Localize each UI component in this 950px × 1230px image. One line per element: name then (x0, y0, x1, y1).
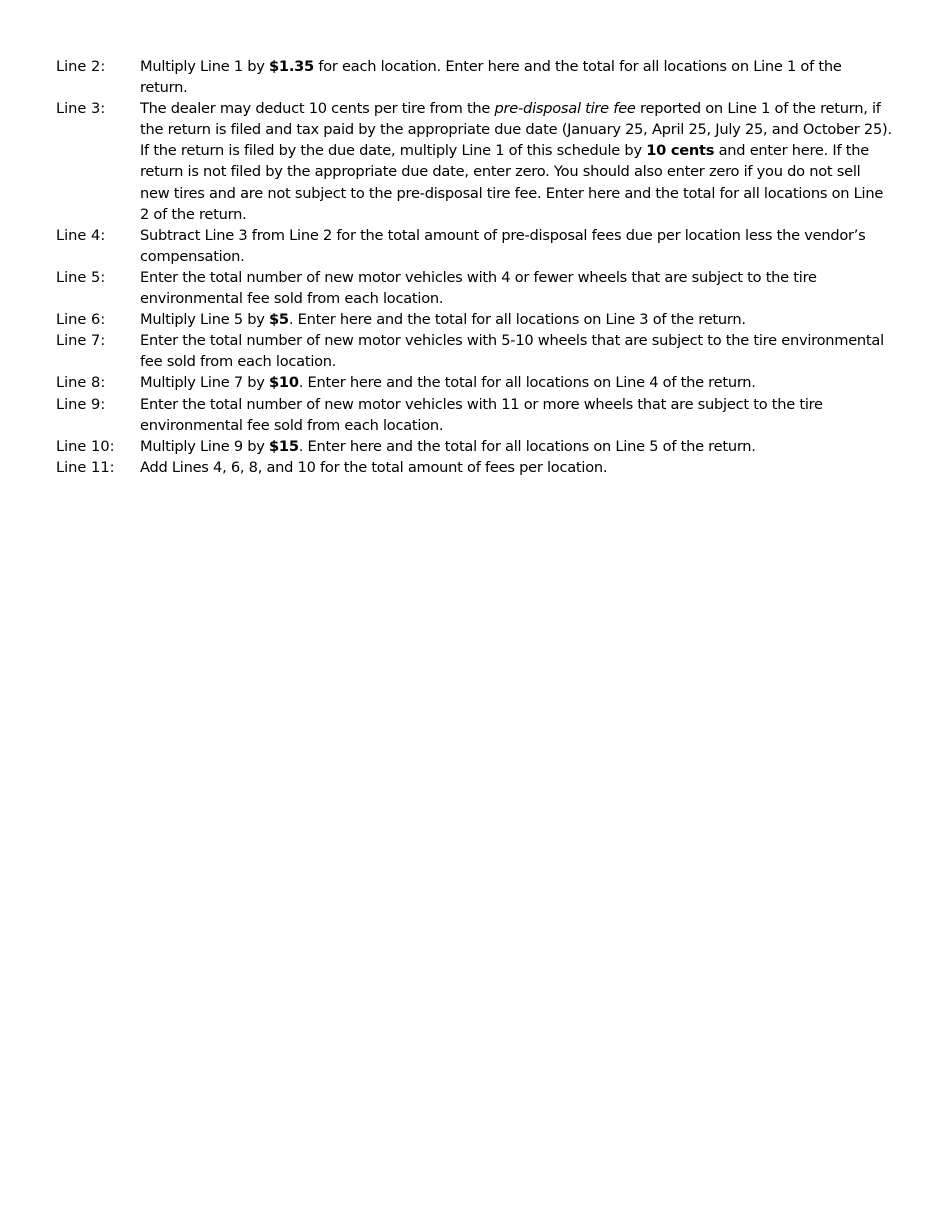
line-label: Line 2: (56, 58, 106, 75)
line-text: Multiply Line 1 by $1.35 for each location. Enter here and the total for all locations on Line 1 of the return. (140, 58, 842, 97)
instruction-line-11 (56, 457, 892, 478)
line-text: Multiply Line 9 by $15. Enter here and the total for all locations on Line 5 of the return. (140, 437, 756, 455)
line-label: Line 7: (56, 332, 106, 350)
instruction-line-8 (56, 372, 892, 393)
instructions-page (56, 56, 892, 478)
instruction-line-5 (56, 267, 892, 309)
line-label: Line 8: (56, 374, 106, 392)
line-label: Line 6: (56, 311, 106, 329)
line-text: The dealer may deduct 10 cents per tire from the pre-disposal tire fee reported on Line 1 of the return, if the return is filed and tax paid by the appropriate due date (January 25, April 25, July 25, and October 25). If the return is filed by the due date, multiply Line 1 of this schedule by 10 cents and enter here. If the return is not filed by the appropriate due date, enter zero. You should also enter zero if you do not sell new tires and are not subject to the pre-disposal tire fee. Enter here and the total for all locations on Line 2 of the return. (140, 100, 892, 223)
line-text: Enter the total number of new motor vehicles with 4 or fewer wheels that are subject to the tire environmental fee sold from each location. (140, 268, 817, 308)
line-text: Subtract Line 3 from Line 2 for the total amount of pre-disposal fees due per location less the vendor’s compensation. (140, 226, 866, 265)
line-label: Line 5: (56, 268, 106, 286)
line-text: Enter the total number of new motor vehicles with 5-10 wheels that are subject to the tire environmental fee sold from each location. (140, 332, 884, 371)
instruction-line-3 (56, 98, 892, 225)
line-text: Enter the total number of new motor vehicles with 11 or more wheels that are subject to the tire environmental fee sold from each location. (140, 395, 823, 434)
line-label: Line 4: (56, 226, 106, 244)
instruction-line-7 (56, 330, 892, 372)
line-label: Line 3: (56, 100, 106, 118)
line-label: Line 11: (56, 458, 115, 476)
line-text: Multiply Line 5 by $5. Enter here and the total for all locations on Line 3 of the return. (140, 311, 746, 329)
line-label: Line 10: (56, 437, 115, 455)
instruction-line-2 (56, 56, 892, 98)
instruction-line-4 (56, 225, 892, 267)
line-text: Add Lines 4, 6, 8, and 10 for the total amount of fees per location. (140, 458, 608, 476)
line-label: Line 9: (56, 395, 106, 413)
instruction-line-10 (56, 436, 892, 457)
instruction-line-6 (56, 309, 892, 330)
line-text: Multiply Line 7 by $10. Enter here and the total for all locations on Line 4 of the return. (140, 374, 756, 392)
instruction-line-9 (56, 394, 892, 436)
